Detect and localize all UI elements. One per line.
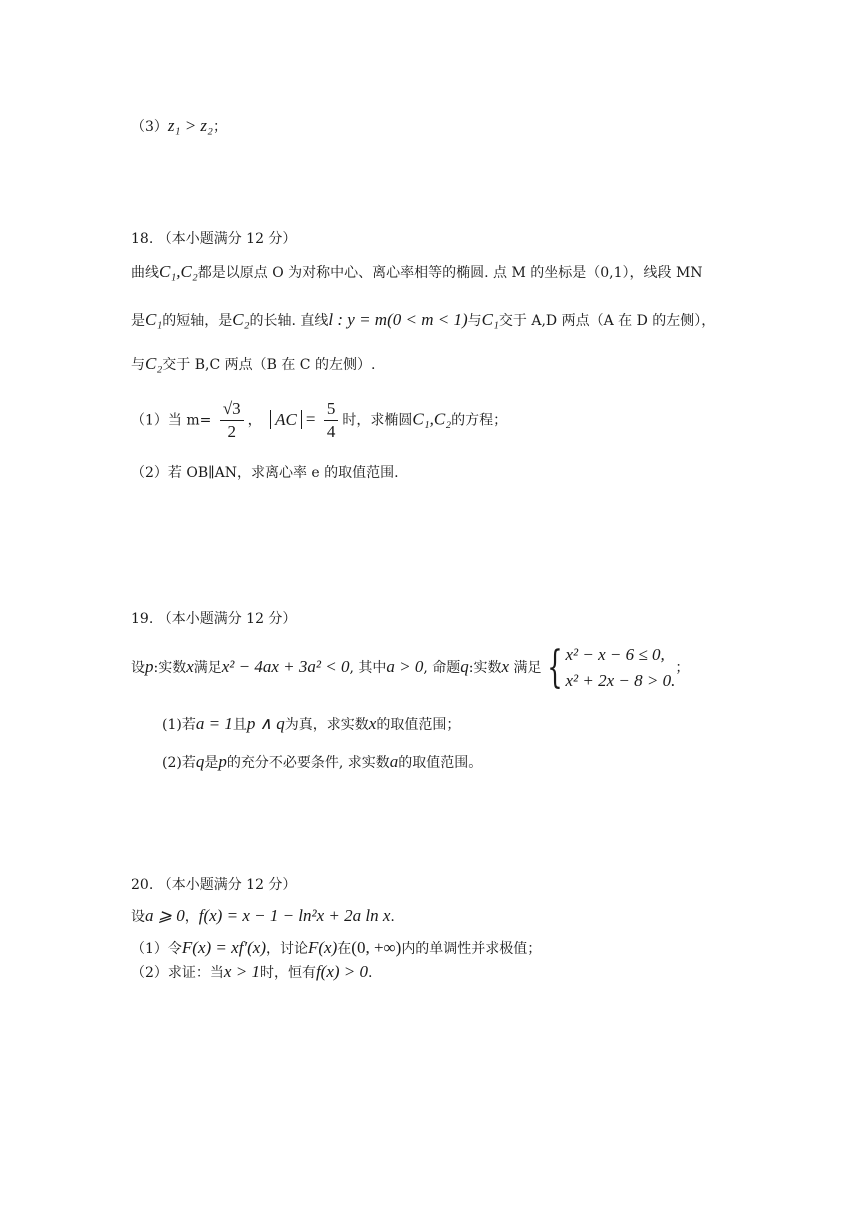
q18-part1: （1）当 m= $\frac{√3}{2}$ ， AC = $\frac{5}{4}$ 时，求椭圆C₁,C₂的方程； xyxy=(131,399,508,441)
q19-stem: 设p:实数x满足x² − 4ax + 3a² < 0, 其中a > 0, 命题q:实数x 满足 { x² − x − 6 ≤ 0, x² + 2x − 8 > 0. ； xyxy=(131,642,690,693)
q20-part2: （2）求证：当x > 1时，恒有f(x) > 0. xyxy=(131,962,373,981)
q20-header: 20. （本小题满分 12 分） xyxy=(131,877,297,893)
left-brace: { xyxy=(547,642,564,693)
q20-stem: 设a ⩾ 0，f(x) = x − 1 − ln²x + 2a ln x. xyxy=(131,906,395,925)
sqrt3-over-2-fraction: $\frac{√3}{2}$ xyxy=(220,398,244,443)
q18-part2: （2）若 OB∥AN，求离心率 e 的取值范围. xyxy=(131,465,399,481)
q18-stem-line3: 与C₂交于 B,C 两点（B 在 C 的左侧）. xyxy=(131,354,376,373)
q20-part1: （1）令F(x) = xf′(x)，讨论F(x)在(0, +∞)内的单调性并求极值； xyxy=(131,938,542,957)
q18-stem-line2: 是C₁的短轴，是C₂的长轴. 直线l : y = m(0 < m < 1)与C₁交于 A,D 两点（A 在 D 的左侧）， xyxy=(131,310,716,329)
q17-part3-math: z₁ > z₂ xyxy=(167,116,213,135)
q17-part3-label: （3） xyxy=(131,119,168,135)
q19-header: 19. （本小题满分 12 分） xyxy=(131,611,297,627)
q17-part3: （3）z₁ > z₂； xyxy=(131,116,227,135)
inequality-system: { x² − x − 6 ≤ 0, x² + 2x − 8 > 0. xyxy=(547,642,676,693)
q19-part2: (2)若q是p的充分不必要条件, 求实数a的取值范围。 xyxy=(162,752,483,771)
q19-part1: (1)若a = 1且p ∧ q为真，求实数x的取值范围； xyxy=(162,714,461,733)
five-fourths-fraction: $\frac{5}{4}$ xyxy=(324,398,339,443)
abs-ac: AC xyxy=(270,410,302,429)
q18-stem-line1: 曲线C₁,C₂都是以原点 O 为对称中心、离心率相等的椭圆. 点 M 的坐标是（0,1），线段 MN xyxy=(131,262,703,281)
q18-header: 18. （本小题满分 12 分） xyxy=(131,231,297,247)
